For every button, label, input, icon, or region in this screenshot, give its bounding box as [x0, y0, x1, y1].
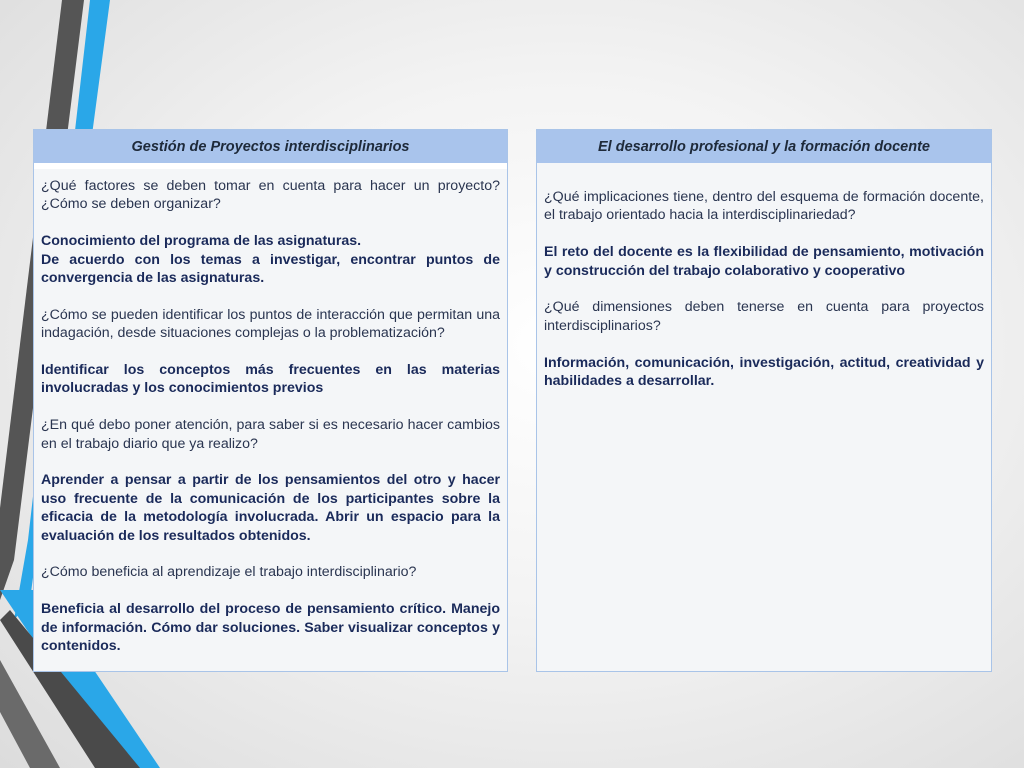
question-text: ¿Qué dimensiones deben tenerse en cuenta para proyectos interdisciplinarios?	[544, 299, 984, 334]
right-panel-body	[537, 163, 991, 390]
answer-text: Aprender a pensar a partir de los pensamientos del otro y hacer uso frecuente de la comunicación de los participantes sobre la eficacia de la metodología involucrada. Abrir un espacio para la evaluación de los resultados obtenidos.	[41, 472, 500, 544]
answer-text: Beneficia al desarrollo del proceso de pensamiento crítico. Manejo de información. Cómo dar soluciones. Saber visualizar conceptos y contenidos.	[41, 601, 500, 655]
left-panel-body	[34, 169, 507, 655]
right-panel	[536, 129, 992, 672]
question-text: ¿En qué debo poner atención, para saber si es necesario hacer cambios en el trabajo diario que ya realizo?	[41, 417, 500, 452]
left-panel-header: Gestión de Proyectos interdisciplinarios	[34, 130, 507, 163]
answer-text: Conocimiento del programa de las asignaturas.	[41, 233, 362, 250]
answer-text: De acuerdo con los temas a investigar, encontrar puntos de convergencia de las asignaturas.	[41, 251, 500, 287]
left-panel	[33, 129, 508, 672]
answer-text: El reto del docente es la flexibilidad de pensamiento, motivación y construcción del trabajo colaborativo y cooperativo	[544, 244, 984, 279]
answer-text: Identificar los conceptos más frecuentes en las materias involucradas y los conocimientos previos	[41, 362, 500, 397]
question-text: ¿Qué factores se deben tomar en cuenta para hacer un proyecto? ¿Cómo se deben organizar?	[41, 178, 500, 213]
answer-text: Información, comunicación, investigación, actitud, creatividad y habilidades a desarrollar.	[544, 354, 984, 390]
question-text: ¿Qué implicaciones tiene, dentro del esquema de formación docente, el trabajo orientado hacia la interdisciplinariedad?	[544, 189, 984, 224]
right-panel-header: El desarrollo profesional y la formación docente	[537, 130, 991, 163]
question-text: ¿Cómo beneficia al aprendizaje el trabajo interdisciplinario?	[41, 564, 417, 581]
question-text: ¿Cómo se pueden identificar los puntos de interacción que permitan una indagación, desde situaciones complejas o la problematización?	[41, 306, 500, 342]
